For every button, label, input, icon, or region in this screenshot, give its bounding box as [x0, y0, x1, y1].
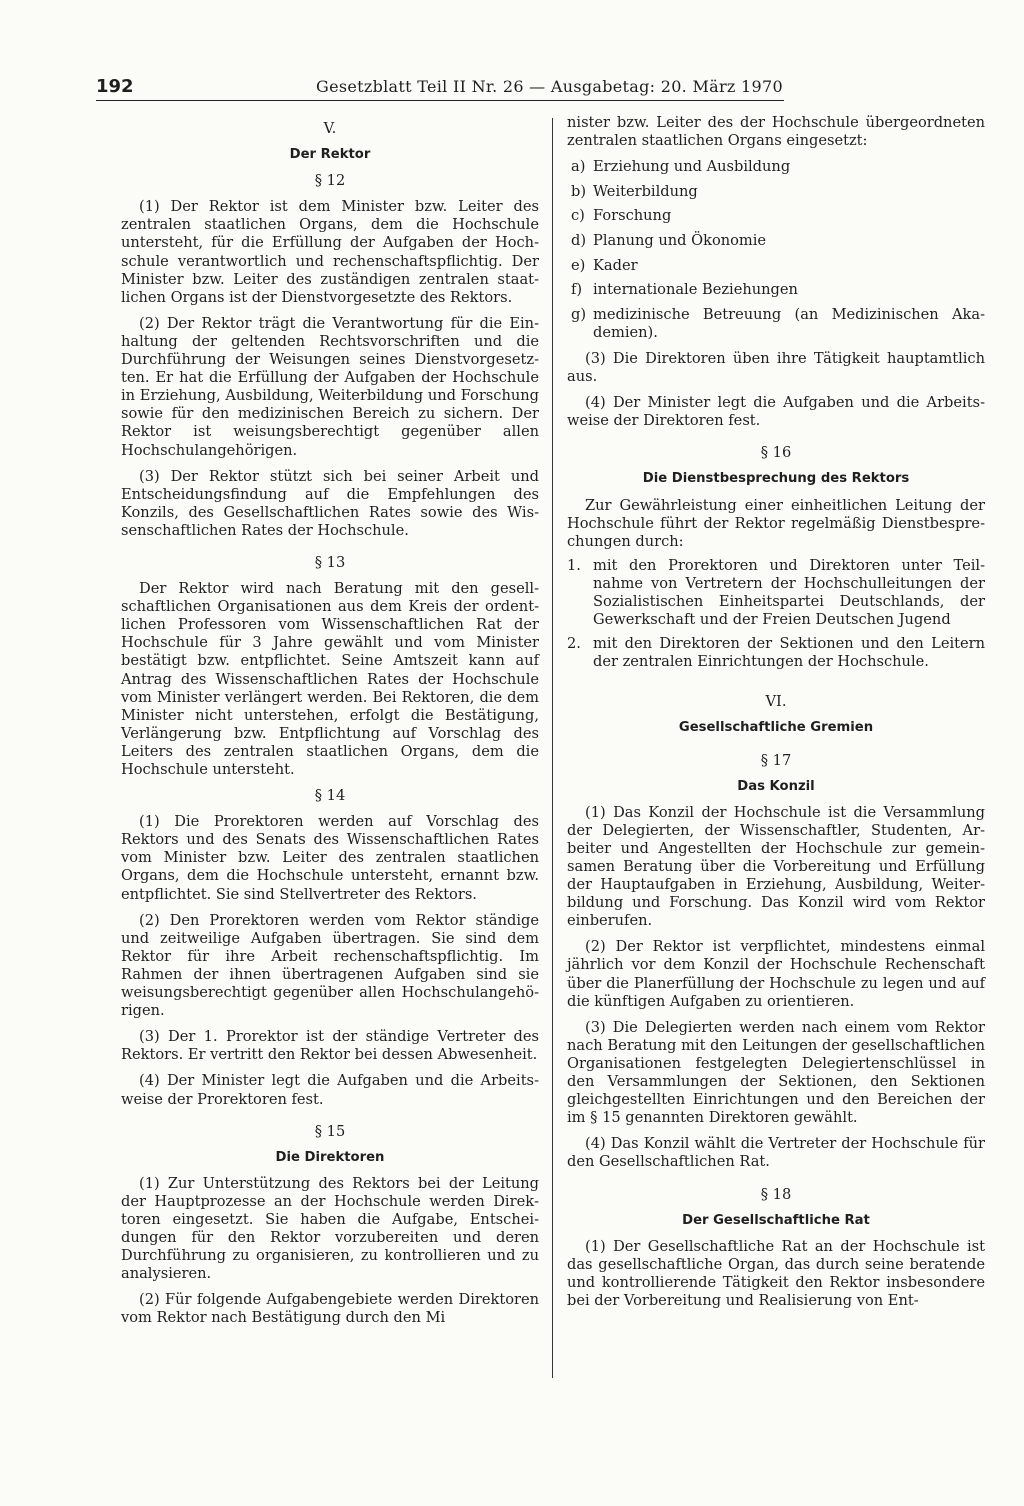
- list-text: Forschung: [593, 207, 672, 225]
- list-item: [567, 306, 985, 342]
- left-column: [121, 114, 539, 1336]
- paragraph-text: (2) Der Rektor ist verpflichtet, mindestens einmal jährlich vor dem Konzil der Hochschule Rechenschaft über die Planerfüllung der Hochschule zu legen und auf die künftigen Aufgaben zu orientieren.: [567, 938, 985, 1010]
- gazette-title: Gesetzblatt Teil II Nr. 26 — Ausgabetag: 20. März 1970: [316, 77, 783, 96]
- paragraph-number: § 14: [314, 787, 346, 805]
- list-label: b): [571, 182, 587, 200]
- paragraph-number: § 13: [314, 553, 346, 571]
- list-text: mit den Direktoren der Sektionen und den Leitern der zentralen Einrichtungen der Hochschule.: [593, 635, 985, 671]
- section-title: Der Rektor: [289, 147, 371, 163]
- list-text: medizinische Betreuung (an Medizinischen Akademien).: [593, 305, 985, 341]
- paragraph-number: § 18: [760, 1185, 792, 1203]
- list-label: g): [571, 305, 587, 323]
- paragraph-number: § 12: [314, 172, 346, 190]
- list-label: a): [571, 158, 586, 176]
- list-item: [567, 207, 985, 225]
- page-header: [96, 76, 784, 101]
- paragraph-text: (3) Der 1. Prorektor ist der ständige Vertreter des Rektors. Er vertritt den Rektor bei dessen Abwesenheit.: [121, 1028, 539, 1064]
- paragraph-text: (2) Den Prorektoren werden vom Rektor ständige und zeitweilige Aufgaben übertragen. Sie sind dem Rektor für ihre Arbeit rechenschaftspflichtig. Im Rahmen der ihnen übertragenen Aufgaben sind sie weisungsberechtigt gegenüber allen Hochschulangehörigen.: [121, 911, 539, 1020]
- list-label: e): [571, 256, 586, 274]
- list-text: Planung und Ökonomie: [593, 231, 767, 249]
- paragraph-text: (3) Die Direktoren üben ihre Tätigkeit hauptamtlich aus.: [567, 349, 985, 386]
- list-item: [567, 158, 985, 176]
- list-item: [567, 281, 985, 299]
- paragraph-text: (1) Der Gesellschaftliche Rat an der Hochschule ist das gesellschaftliche Organ, das durch seine beratende und kontrollierende Tätigkeit den Rektor insbesondere bei der Vorbereitung und Realisierung von Ent-: [567, 1237, 985, 1309]
- list-item: [567, 232, 985, 250]
- section-title: Gesellschaftliche Gremien: [678, 720, 874, 736]
- paragraph-title: Das Konzil: [737, 778, 815, 794]
- list-item: [567, 257, 985, 275]
- page-number: 192: [96, 76, 134, 97]
- paragraph-text: (1) Der Rektor ist dem Minister bzw. Leiter des zentralen staatlichen Organs, dem die Hochschule untersteht, für die Erfüllung der Aufgaben der Hochschule verantwortlich und rechenschaftspflichtig. Der Minister bzw. Leiter des zuständigen zentralen staatlichen Organs ist der Dienstvorgesetzte des Rektors.: [121, 198, 539, 306]
- column-divider: [552, 118, 553, 1378]
- paragraph-text: (4) Das Konzil wählt die Vertreter der Hochschule für den Gesellschaftlichen Rat.: [567, 1135, 985, 1171]
- paragraph-text: (2) Für folgende Aufgabengebiete werden Direktoren vom Rektor nach Bestätigung durch den Mi: [121, 1291, 539, 1327]
- list-label: f): [571, 281, 583, 299]
- list-text: Erziehung und Ausbildung: [593, 158, 791, 176]
- paragraph-text: (1) Die Prorektoren werden auf Vorschlag des Rektors und des Senats des Wissenschaftlichen Rates vom Minister bzw. Leiter des zentralen staatlichen Organs, dem die Hochschule untersteht, ernannt bzw. entpflichtet. Sie sind Stellvertreter des Rektors.: [121, 813, 539, 903]
- paragraph-number: § 16: [760, 444, 792, 462]
- list-text: internationale Beziehungen: [593, 281, 798, 299]
- right-column: [567, 114, 985, 1318]
- paragraph-text: nister bzw. Leiter des der Hochschule übergeordneten zentralen staatlichen Organs eingesetzt:: [567, 114, 985, 150]
- paragraph-number: § 17: [760, 751, 792, 769]
- paragraph-text: Der Rektor wird nach Beratung mit den gesellschaftlichen Organisationen aus dem Kreis der ordentlichen Professoren vom Wissenschaftlichen Rat der Hochschule für 3 Jahre gewählt und vom Minister bestätigt bzw. entpflichtet. Seine Amtszeit kann auf Antrag des Wissenschaftlichen Rates der Hochschule vom Minister verlängert werden. Bei Rektoren, die dem Minister nicht unterstehen, erfolgt die Bestätigung, Verlängerung bzw. Entpflichtung auf Vorschlag des Leiters des zentralen staatlichen Organs, dem die Hochschule untersteht.: [121, 580, 539, 778]
- paragraph-text: (3) Die Delegierten werden nach einem vom Rektor nach Beratung mit den Leitungen der gesellschaftlichen Organisationen festgelegten Delegiertenschlüssel in den Versammlungen der Sektionen, den Sektionen gleichgestellten Einrichtungen und den Bereichen der im § 15 genannten Direktoren gewählt.: [567, 1018, 985, 1127]
- section-number: V.: [323, 120, 337, 137]
- list-text: mit den Prorektoren und Direktoren unter Teilnahme von Vertretern der Hochschulleitungen der Sozialistischen Einheitspartei Deutschlands, der Gewerkschaft und der Freien Deutschen Jugend: [593, 556, 985, 629]
- list-item: [567, 183, 985, 201]
- meeting-list: [567, 557, 985, 672]
- list-item: [567, 635, 985, 671]
- paragraph-title: Der Gesellschaftliche Rat: [682, 1212, 870, 1228]
- paragraph-text: (1) Zur Unterstützung des Rektors bei der Leitung der Hauptprozesse an der Hochschule werden Direktoren eingesetzt. Sie haben die Aufgabe, Entscheidungen für den Rektor vorzubereiten und deren Durchführung zu organisieren, zu kontrollieren und zu analysieren.: [121, 1174, 539, 1283]
- paragraph-number: § 15: [314, 1122, 346, 1140]
- list-text: Weiterbildung: [593, 182, 698, 200]
- paragraph-title: Die Direktoren: [275, 1149, 385, 1165]
- list-label: c): [571, 207, 585, 225]
- list-label: d): [571, 231, 587, 249]
- paragraph-text: (1) Das Konzil der Hochschule ist die Versammlung der Delegierten, der Wissenschaftler, Studenten, Arbeiter und Angestellten der Hochschule zur gemeinsamen Beratung über die Vorbereitung und Erfüllung der Hauptaufgaben in Erziehung, Ausbildung, Weiterbildung und Forschung. Das Konzil wird vom Rektor einberufen.: [567, 803, 985, 930]
- paragraph-text: (4) Der Minister legt die Aufgaben und die Arbeitsweise der Direktoren fest.: [567, 394, 985, 430]
- section-number: VI.: [765, 693, 787, 711]
- list-label: 1.: [567, 556, 581, 574]
- list-label: 2.: [567, 635, 581, 653]
- paragraph-text: Zur Gewährleistung einer einheitlichen Leitung der Hochschule führt der Rektor regelmäßig Dienstbesprechungen durch:: [567, 496, 985, 550]
- task-area-list: [567, 158, 985, 342]
- paragraph-text: (4) Der Minister legt die Aufgaben und die Arbeitsweise der Prorektoren fest.: [121, 1072, 539, 1108]
- paragraph-title: Die Dienstbesprechung des Rektors: [642, 471, 910, 487]
- paragraph-text: (3) Der Rektor stützt sich bei seiner Arbeit und Entscheidungsfindung auf die Empfehlungen des Konzils, des Gesellschaftlichen Rates sowie des Wissenschaftlichen Rates der Hochschule.: [121, 467, 539, 539]
- list-text: Kader: [593, 256, 638, 274]
- paragraph-text: (2) Der Rektor trägt die Verantwortung für die Einhaltung der geltenden Rechtsvorschriften und die Durchführung der Weisungen seines Dienstvorgesetzten. Er hat die Erfüllung der Aufgaben der Hochschule in Erziehung, Ausbildung, Weiterbildung und Forschung sowie für den medizinischen Bereich zu sichern. Der Rektor ist weisungsberechtigt gegenüber allen Hochschulangehörigen.: [121, 314, 539, 459]
- list-item: [567, 557, 985, 629]
